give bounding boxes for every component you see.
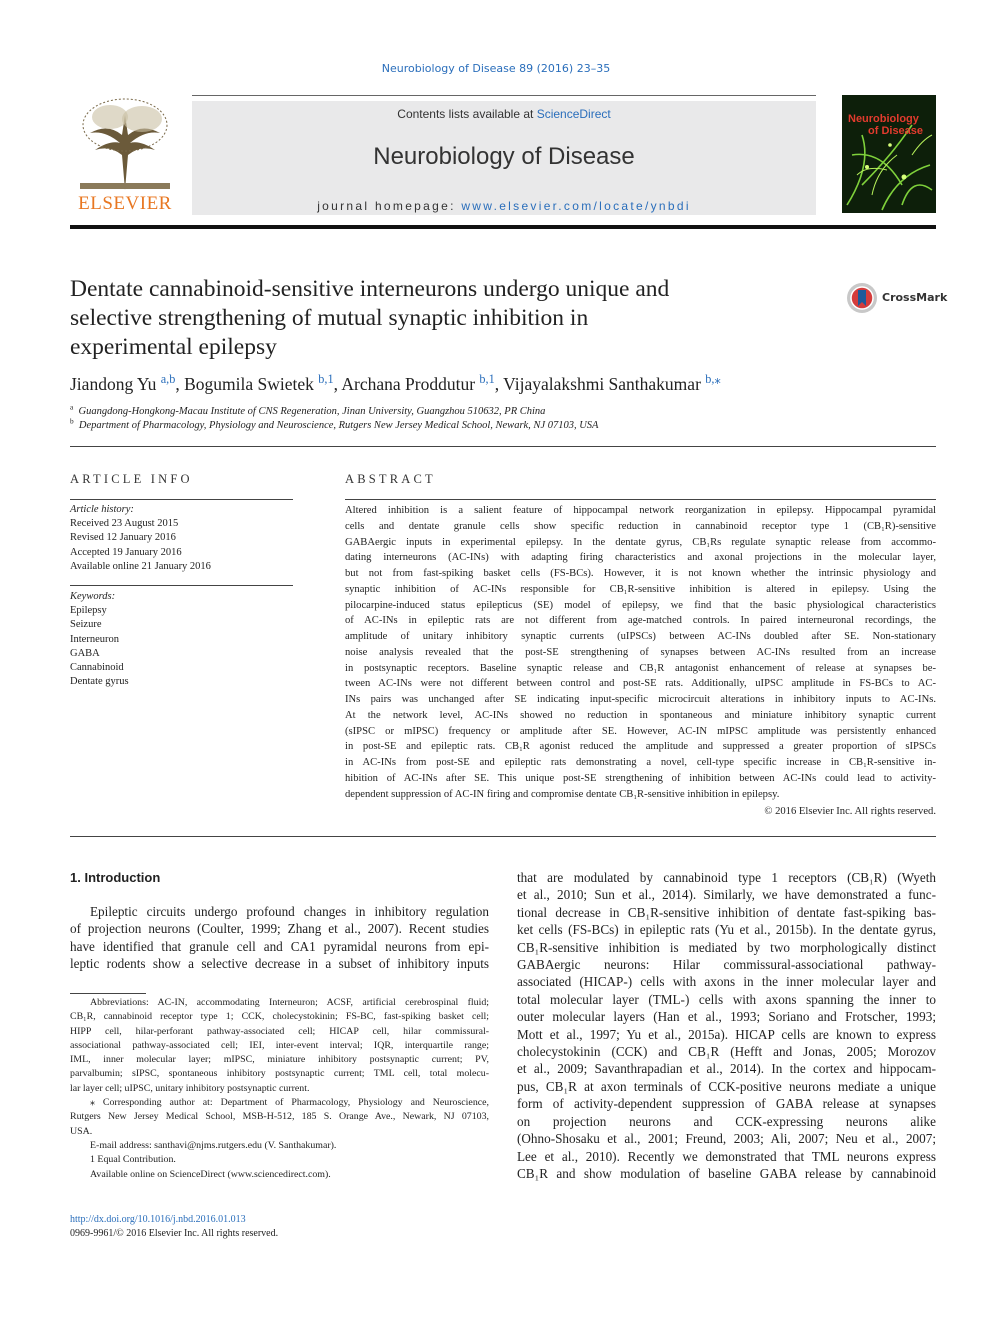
keyword: Seizure (70, 619, 102, 631)
homepage-label: journal homepage: (317, 199, 462, 213)
body-text-line: GABAergic neurons: Hilar commissural-associational pathway- (517, 957, 936, 973)
author-affil-mark[interactable]: b,1 (318, 372, 334, 387)
doi-link[interactable]: http://dx.doi.org/10.1016/j.nbd.2016.01.013 (70, 1214, 246, 1225)
body-text-line: associated (HICAP-) cells with axons in the inner molecular layer and (517, 974, 936, 990)
footnote-line: 1 Equal Contribution. (90, 1154, 176, 1166)
article-title (70, 275, 790, 362)
abstract-line: INs pairs was unchanged after SE indicating input-specific microcircuit alterations in inhibitory inputs to AC-INs. (345, 694, 936, 705)
abstract-line: in post-SE and epileptic rats. CB₁R agonist reduced the amplitude and suppressed a greater proportion of sIPSCs (345, 741, 936, 753)
body-text-line: of projection neurons (Coulter, 1999; Zhang et al., 2007). Recent studies (70, 921, 489, 937)
cover-title-2: of Disease (868, 125, 924, 137)
footnote-line: Rutgers New Jersey Medical School, MSB-H-512, 185 S. Orange Ave., Newark, NJ 07103, (70, 1111, 489, 1123)
author-affil-mark[interactable]: b,⁎ (705, 372, 721, 387)
abstract-rule (345, 499, 936, 500)
history-accepted: Accepted 19 January 2016 (70, 546, 182, 558)
elsevier-logo (70, 95, 180, 215)
article-info-rule (70, 499, 293, 500)
body-text-line: have identified that granule cell and CA1 pyramidal neurons from epi- (70, 938, 489, 954)
keyword: GABA (70, 647, 100, 659)
affiliation-b: $^b$ Department of Pharmacology, Physiology and Neuroscience, Rutgers New Jersey Medical School, Newark, NJ 07103, USA (70, 416, 599, 431)
affiliation-rule (70, 446, 936, 447)
abstract-line: Altered inhibition is a salient feature of hippocampal network reorganization in epilepsy. Hippocampal pyramidal (345, 505, 936, 516)
article-history (70, 503, 300, 574)
sciencedirect-link[interactable]: ScienceDirect (536, 107, 611, 121)
history-revised: Revised 12 January 2016 (70, 532, 176, 544)
history-online: Available online 21 January 2016 (70, 560, 211, 572)
affiliation-a: $^a$ Guangdong-Hongkong-Macau Institute of CNS Regeneration, Jinan University, Guangzhou 510632, PR China (70, 402, 546, 417)
body-text-line: et al., 2010; Sun et al., 2014). Similarly, we have demonstrated a func- (517, 887, 936, 903)
crossmark-badge[interactable] (846, 282, 948, 314)
abstract-line: of AC-INs in epileptic rats are not different from age-matched controls. In paired interneuronal recordings, the (345, 615, 936, 627)
footnote-rule (70, 993, 146, 994)
abstract-copyright: © 2016 Elsevier Inc. All rights reserved. (764, 806, 936, 817)
author[interactable]: Archana Proddutur $^{b,1}$, (341, 372, 504, 394)
history-received: Received 23 August 2015 (70, 518, 179, 530)
keyword: Cannabinoid (70, 662, 124, 674)
contents-line (192, 107, 816, 121)
body-text-line: Lee et al., 2010). Recently we demonstrated that TML neurons express (517, 1148, 936, 1164)
body-text-line: that are modulated by cannabinoid type 1 receptors (CB₁R) (Wyeth (517, 870, 936, 885)
keyword: Epilepsy (70, 605, 107, 617)
keyword: Dentate gyrus (70, 676, 129, 688)
title-line-3: experimental epilepsy (70, 334, 277, 360)
body-text-line: on projection neurons and CCK-expressing neurons alike (517, 1113, 936, 1129)
footnote-line: lar layer cell; uIPSC, unitary inhibitory postsynaptic current. (70, 1082, 310, 1094)
author[interactable]: Bogumila Swietek $^{b,1}$, (184, 372, 342, 394)
cover-title-1: Neurobiology (848, 113, 919, 125)
keywords-label: Keywords: (70, 591, 116, 602)
footnote-line: Abbreviations: AC-IN, accommodating Interneuron; ACSF, artificial cerebrospinal fluid; (90, 997, 489, 1008)
title-line-2: selective strengthening of mutual synaptic inhibition in (70, 305, 589, 331)
keywords (70, 590, 300, 689)
body-text-line: ket cells (FS-BCs) in epileptic rats (Yu et al., 2015b). In the dentate gyrus, (517, 922, 936, 938)
abstract-line: hibition of AC-INs after SE. This unique post-SE strengthening of inhibition between AC-INs could lead to activity- (345, 772, 936, 784)
body-text-line: CB₁R and show modulation of baseline GABA release by cannabinoid (517, 1165, 936, 1181)
journal-name: Neurobiology of Disease (373, 143, 635, 170)
footnotes (70, 996, 489, 1182)
body-text-line: Epileptic circuits undergo profound changes in inhibitory regulation (90, 904, 489, 919)
crossmark-label: CrossMark (882, 291, 948, 304)
intro-left-column (70, 903, 489, 973)
running-head[interactable]: Neurobiology of Disease 89 (2016) 23–35 (381, 62, 611, 75)
keyword: Interneuron (70, 633, 119, 645)
abstract-body (345, 503, 936, 802)
author-affil-mark[interactable]: b,1 (479, 372, 495, 387)
body-text-line: CB₁R-sensitive inhibition is mediated by two morphologically distinct (517, 939, 936, 955)
crossmark-icon (846, 282, 878, 314)
footnote-line: HIPP cell, hilar-perforant pathway-associated cell; HICAP cell, hilar commissural- (70, 1025, 489, 1037)
header-thick-rule (70, 225, 936, 229)
contents-prefix: Contents lists available at (397, 107, 537, 121)
body-text-line: pus, CB₁R at axon terminals of CCK-positive neurons mediate a unique (517, 1078, 936, 1094)
homepage-line (192, 199, 816, 213)
body-text-line: (Ohno-Shosaku et al., 2001; Freund, 2003; Ali, 2007; Neu et al., 2007; (517, 1131, 936, 1147)
abstract-bottom-rule (70, 836, 936, 837)
abstract-line: dependent suppression of AC-IN firing and compromise dentate CB₁R-sensitive inhibition in epilepsy. (345, 788, 780, 800)
abstract-line: tween AC-INs were not different between control and post-SE rats. Additionally, uIPSC amplitude in FS-BCs to AC- (345, 678, 936, 690)
author[interactable]: Jiandong Yu $^{a,b}$, (70, 372, 185, 394)
body-text-line: outer molecular layers (Han et al., 1993; Soriano and Frotscher, 1993; (517, 1009, 936, 1025)
abstract-line: pilocarpine-induced status epilepticus (SE) model of epilepsy, we find that the basic physiological characteristics (345, 599, 936, 611)
abstract-line: but not from fast-spiking basket cells (FS-BCs). However, it is not known whether the intrinsic physiology and (345, 568, 936, 579)
body-text-line: et al., 2009; Savanthrapadian et al., 2014). In the cortex and hippocam- (517, 1061, 936, 1077)
affiliations (70, 402, 936, 433)
intro-heading: 1. Introduction (70, 870, 161, 885)
footnote-line: USA. (70, 1125, 93, 1137)
abstract-line: in AC-INs from post-SE and epileptic rats demonstrating a novel, cell-type specific increase in CB₁R-sensitive in- (345, 757, 936, 768)
body-text-line: leptic rodents show a selective decrease in a subset of inhibitory inputs (70, 956, 489, 972)
author[interactable]: Vijayalakshmi Santhakumar $^{b,⁎}$ (503, 372, 721, 394)
abstract-line: in postsynaptic receptors. Baseline synaptic release and CB₁R antagonist enhancement of release at synapses be- (345, 662, 936, 674)
article-info-heading: ARTICLE INFO (70, 472, 193, 486)
abstract-line: dating interneurons (AC-INs) with adapting firing characteristics and axonal projections in the molecular layer, (345, 552, 936, 564)
history-label: Article history: (70, 504, 134, 515)
footnote-line: IML, inner molecular layer; mIPSC, miniature inhibitory postsynaptic current; PV, (70, 1054, 489, 1066)
footnote-line: associational pathway-associated cell; IEI, inter-event interval; IQR, interquartile range; (70, 1039, 489, 1051)
footnote-line: parvalbumin; sIPSC, spontaneous inhibitory postsynaptic current; TML cell, total molecu- (70, 1068, 489, 1080)
journal-banner (192, 101, 816, 215)
body-text-line: cholecystokinin (CCK) and CB₁R (Hefft and Jonas, 2005; Morozov (517, 1044, 936, 1060)
footnote-line: ⁎ Corresponding author at: Department of Pharmacology, Physiology and Neuroscience, (90, 1097, 489, 1109)
author-affil-mark[interactable]: a,b (160, 372, 176, 387)
homepage-url[interactable]: www.elsevier.com/locate/ynbdi (461, 199, 691, 213)
title-line-1: Dentate cannabinoid-sensitive interneurons undergo unique and (70, 276, 670, 302)
abstract-line: At the network level, AC-INs showed no reduction in spontaneous and miniature inhibitory synaptic current (345, 709, 936, 721)
abstract-heading: ABSTRACT (345, 472, 436, 486)
journal-cover[interactable] (842, 95, 936, 213)
abstract-line: cells and dentate granule cells show specific reduction in cannabinoid receptor type 1 (CB₁R)-sensitive (345, 520, 936, 532)
abstract-line: noise analysis revealed that the post-SE strengthening of synapses between AC-INs resulted from an increase (345, 646, 936, 658)
issn-line: 0969-9961/© 2016 Elsevier Inc. All rights reserved. (70, 1228, 279, 1239)
elsevier-tree-icon (70, 95, 180, 195)
banner-top-rule (192, 95, 816, 96)
body-text-line: Mott et al., 1997; Yu et al., 2015a). HICAP cells are known to express (517, 1026, 936, 1042)
intro-right-column (517, 869, 936, 1182)
abstract-line: GABAergic inputs in experimental epilepsy. In the dentate gyrus, CB₁Rs regulate synaptic release from accommo- (345, 536, 936, 548)
author-list (70, 374, 936, 395)
footnote-line: Available online on ScienceDirect (www.sciencedirect.com). (90, 1168, 331, 1180)
abstract-line: synaptic inhibition of AC-INs responsible for CB₁R-sensitive inhibition is altered in epilepsy. Using the (345, 583, 936, 595)
body-text-line: form of activity-dependent suppression of GABA release at synapses (517, 1096, 936, 1112)
keywords-rule (70, 585, 293, 586)
journal-header (70, 95, 936, 215)
body-text-line: tional decrease in CB₁R-sensitive inhibition of dentate fast-spiking bas- (517, 904, 936, 920)
abstract-line: amplitude of unitary inhibitory synaptic currents (uIPSCs) between AC-INs doubled after SE. Non-stationary (345, 631, 936, 642)
elsevier-wordmark: ELSEVIER (78, 193, 172, 214)
abstract-line: (sIPSC or mIPSC) frequency or amplitude after SE. However, AC-IN mIPSC amplitude was persistently enhanced (345, 725, 936, 737)
body-text-line: total molecular layer (TML-) cells with axons spanning the inner to (517, 991, 936, 1007)
footnote-line: CB₁R, cannabinoid receptor type 1; CCK, cholecystokinin; FS-BC, fast-spiking basket cell; (70, 1011, 489, 1023)
footnote-line: E-mail address: santhavi@njms.rutgers.edu (V. Santhakumar). (90, 1139, 337, 1151)
